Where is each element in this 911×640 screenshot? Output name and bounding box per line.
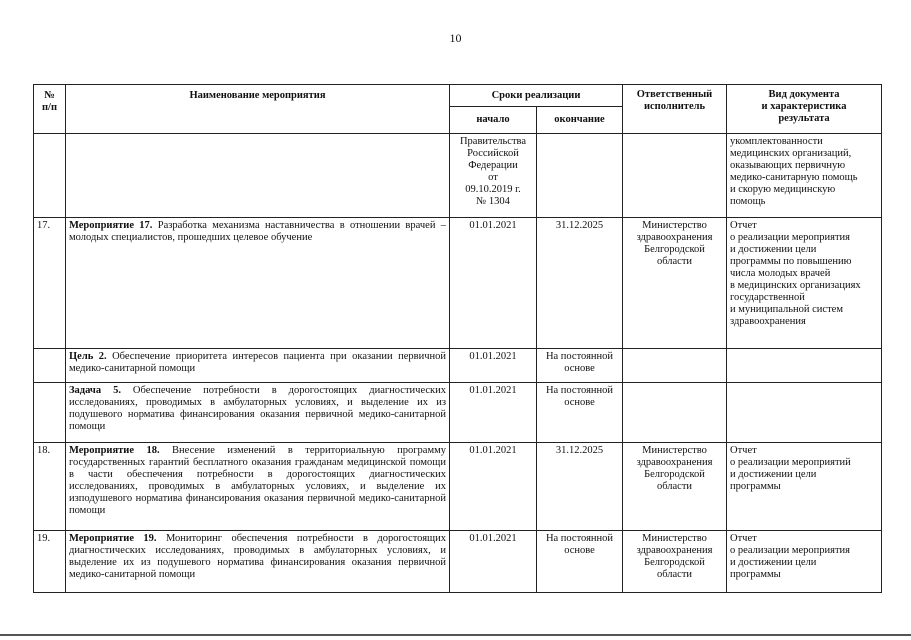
row-responsible: Министерство здравоохранения Белгородской области <box>623 218 727 349</box>
row-num: 19. <box>34 531 66 593</box>
header-doc-type: Вид документа и характеристика результата <box>727 85 882 134</box>
row-name-text: Разработка механизма наставничества в отношении врачей – молодых специалистов, прошедших целевое обучение <box>69 220 446 243</box>
row-responsible: Министерство здравоохранения Белгородской области <box>623 443 727 531</box>
table-row <box>34 349 882 383</box>
row-start: 01.01.2021 <box>450 531 537 593</box>
row-start: 01.01.2021 <box>450 383 537 443</box>
row-start: 01.01.2021 <box>450 443 537 531</box>
table-row <box>34 443 882 531</box>
table-row <box>34 134 882 218</box>
header-terms: Сроки реализации <box>450 85 623 107</box>
header-end: окончание <box>537 107 623 134</box>
row-num <box>34 134 66 218</box>
row-name <box>66 383 450 443</box>
row-name <box>66 218 450 349</box>
row-name-text: Мониторинг обеспечения потребности в дорогостоящих диагностических исследованиях, проводимых в амбулаторных условиях, и выделение их из подушевого норматива финансирования оказания первичной медико-санитарной помощи <box>69 533 447 580</box>
row-start: Правительства Российской Федерации от 09.10.2019 г. № 1304 <box>450 134 537 218</box>
row-name <box>66 531 450 593</box>
header-start: начало <box>450 107 537 134</box>
row-responsible: Министерство здравоохранения Белгородской области <box>623 531 727 593</box>
header-responsible: Ответственный исполнитель <box>623 85 727 134</box>
row-responsible <box>623 349 727 383</box>
row-start: 01.01.2021 <box>450 218 537 349</box>
row-name-text: Внесение изменений в территориальную программу государственных гарантий бесплатного оказания гражданам медицинской помощи в части обеспечения потребности в дорогостоящих диагностических исследованиях, проводимых в амбулаторных условиях, и выделение их изподушевого норматива финансирования оказания первичной медико-санитарной помощи <box>69 445 446 516</box>
row-name-bold: Задача 5. <box>69 385 121 396</box>
row-num: 17. <box>34 218 66 349</box>
activities-table <box>33 84 882 593</box>
row-result: Отчет о реализации мероприятия и достижении цели программы по повышению числа молодых врачей в медицинских организациях государственной и муниципальной систем здравоохранения <box>727 218 882 349</box>
page-number: 10 <box>449 31 462 45</box>
row-responsible <box>623 134 727 218</box>
header-num: № п/п <box>34 85 66 134</box>
row-num: 18. <box>34 443 66 531</box>
row-end: На постоянной основе <box>537 531 623 593</box>
row-name-bold: Мероприятие 18. <box>69 445 160 456</box>
table-row <box>34 531 882 593</box>
row-num <box>34 383 66 443</box>
row-end: На постоянной основе <box>537 383 623 443</box>
row-name <box>66 443 450 531</box>
row-result: укомплектованности медицинских организаций, оказывающих первичную медико-санитарную помощь и скорую медицинскую помощь <box>727 134 882 218</box>
row-name-bold: Мероприятие 17. <box>69 220 153 231</box>
page-bottom-edge <box>0 634 911 636</box>
row-name-text: Обеспечение потребности в дорогостоящих диагностических исследованиях, проводимых в амбулаторных условиях, и выделение их из подушевого норматива финансирования оказания первичной медико-санитарной помощи <box>69 385 446 432</box>
row-start: 01.01.2021 <box>450 349 537 383</box>
row-result: Отчет о реализации мероприятия и достижении цели программы <box>727 531 882 593</box>
row-name-bold: Цель 2. <box>69 351 107 362</box>
row-end: На постоянной основе <box>537 349 623 383</box>
row-end: 31.12.2025 <box>537 443 623 531</box>
row-result <box>727 349 882 383</box>
row-responsible <box>623 383 727 443</box>
row-name <box>66 349 450 383</box>
table-row <box>34 383 882 443</box>
row-result: Отчет о реализации мероприятий и достижении цели программы <box>727 443 882 531</box>
row-result <box>727 383 882 443</box>
row-name-text: Обеспечение приоритета интересов пациента при оказании первичной медико-санитарной помощи <box>69 351 446 374</box>
row-num <box>34 349 66 383</box>
row-name <box>66 134 450 218</box>
row-end <box>537 134 623 218</box>
header-name: Наименование мероприятия <box>66 85 450 134</box>
table-row <box>34 218 882 349</box>
row-end: 31.12.2025 <box>537 218 623 349</box>
row-name-bold: Мероприятие 19. <box>69 533 157 544</box>
